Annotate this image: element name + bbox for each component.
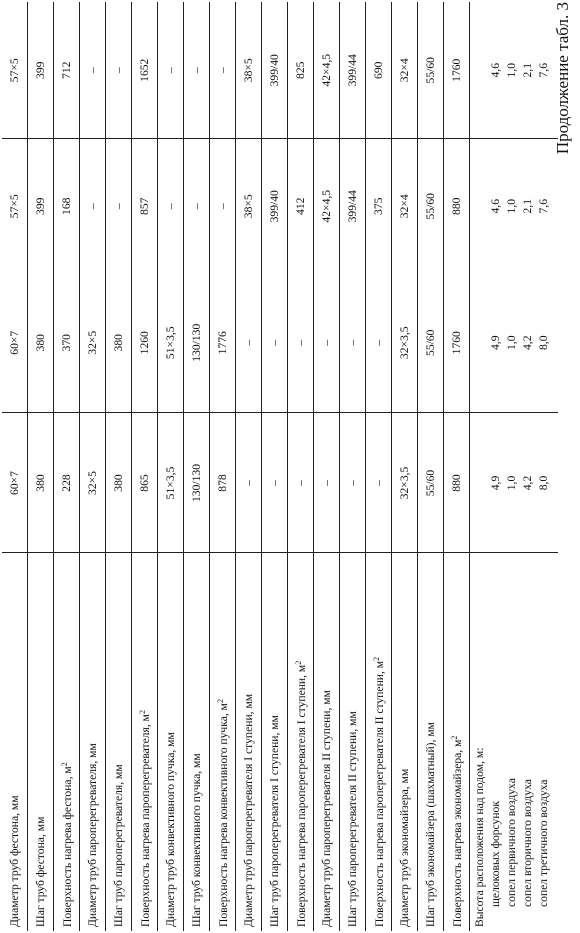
height-value: 4,9 [489, 335, 502, 350]
value-cell: 399/40 [262, 2, 288, 139]
table-row [340, 2, 366, 931]
spacer [472, 140, 488, 274]
spacer [472, 273, 488, 413]
height-values [470, 273, 559, 413]
table-row [262, 2, 288, 931]
table-row [236, 2, 262, 931]
row-label [80, 553, 106, 931]
spacer [472, 2, 488, 139]
value-cell: 32×5 [80, 413, 106, 553]
height-value: 7,6 [537, 199, 550, 214]
row-label [444, 553, 470, 931]
height-values [470, 413, 559, 553]
row-label-text: Шаг труб экономайзера (шахматный), мм [424, 722, 437, 927]
unit-superscript: 2 [59, 762, 69, 767]
row-label-text: Диаметр труб конвективного пучка, мм [164, 732, 177, 927]
value-cell: 399 [28, 139, 54, 273]
table-row [314, 2, 340, 931]
value-cell: 825 [288, 2, 314, 139]
value-cell: – [288, 413, 314, 553]
value-cell: – [314, 273, 340, 413]
row-label [262, 553, 288, 931]
value-cell: 712 [54, 2, 80, 139]
table-row [366, 2, 392, 931]
row-label-text: Диаметр труб экономайзера, мм [398, 768, 411, 927]
row-label-text: Поверхность нагрева конвективного пучка, м [216, 703, 230, 927]
value-cell: 375 [366, 139, 392, 273]
value-cell: 399/40 [262, 139, 288, 273]
value-cell: – [158, 139, 184, 273]
height-sublabel: сопел третичного воздуха [537, 779, 550, 907]
value-cell: 399/44 [340, 2, 366, 139]
value-cell: – [158, 2, 184, 139]
value-cell: 55/60 [418, 2, 444, 139]
row-label [392, 553, 418, 931]
table-row-height [470, 2, 559, 931]
table-row [444, 2, 470, 931]
value-cell: 32×4 [392, 2, 418, 139]
value-cell: 1260 [132, 273, 158, 413]
value-cell: – [106, 139, 132, 273]
value-cell: 1776 [210, 273, 236, 413]
value-cell: 32×4 [392, 139, 418, 273]
value-cell: – [366, 273, 392, 413]
row-label-text: Поверхность нагрева фестона, м [60, 766, 74, 927]
value-cell: 60×7 [2, 413, 28, 553]
value-cell: – [236, 413, 262, 553]
row-label-text: Поверхность нагрева пароперегревателя II ступени, м [372, 660, 386, 927]
value-cell: 32×3,5 [392, 273, 418, 413]
value-cell: 32×5 [80, 273, 106, 413]
value-cell: 880 [444, 139, 470, 273]
row-label-text: Шаг труб фестона, мм [34, 816, 47, 927]
data-table [2, 2, 558, 931]
row-label [288, 553, 314, 931]
value-cell: 880 [444, 413, 470, 553]
value-cell: 60×7 [2, 273, 28, 413]
value-cell: 38×5 [236, 2, 262, 139]
height-sublabel: сопел первичного воздуха [505, 778, 518, 907]
value-cell: – [262, 413, 288, 553]
value-cell: 399 [28, 2, 54, 139]
unit-superscript: 2 [371, 656, 381, 661]
height-value: 4,9 [489, 475, 502, 491]
value-cell: – [340, 273, 366, 413]
value-cell: 32×3,5 [392, 413, 418, 553]
value-cell: 878 [210, 413, 236, 553]
table-body [2, 2, 558, 931]
height-heading: Высота расположения над подом, м: [473, 747, 486, 927]
height-value: 1,0 [505, 475, 518, 491]
value-cell: 1760 [444, 2, 470, 139]
height-value: 1,0 [505, 63, 518, 78]
value-cell: – [366, 413, 392, 553]
row-label [28, 553, 54, 931]
value-cell: – [184, 139, 210, 273]
value-cell: – [262, 273, 288, 413]
value-cell: – [210, 2, 236, 139]
value-cell: 55/60 [418, 413, 444, 553]
height-value: 4,6 [489, 199, 502, 214]
height-value: 1,0 [505, 335, 518, 350]
value-cell: 380 [106, 413, 132, 553]
row-label [132, 553, 158, 931]
value-cell: – [314, 413, 340, 553]
value-cell: 57×5 [8, 194, 21, 219]
row-label [54, 553, 80, 931]
row-label-text: Шаг труб пароперегревателя, мм [112, 764, 125, 927]
value-cell: – [340, 413, 366, 553]
row-label-text: Шаг труб пароперегревателя II ступени, мм [346, 711, 359, 927]
value-cell: 412 [288, 139, 314, 273]
row-label [106, 553, 132, 931]
height-value: 4,6 [489, 63, 502, 78]
value-cell: 55/60 [418, 273, 444, 413]
value-cell: 57×5 [2, 2, 28, 139]
height-value: 2,1 [521, 199, 534, 214]
value-cell: 370 [54, 273, 80, 413]
row-label-text: Диаметр труб пароперегревателя II ступени, мм [320, 690, 333, 927]
table-row [184, 2, 210, 931]
value-cell: – [288, 273, 314, 413]
table-title: Продолжение табл. 3 [553, 2, 572, 155]
value-cell: – [236, 273, 262, 413]
table-row [80, 2, 106, 931]
row-label [340, 553, 366, 931]
value-cell: 857 [132, 139, 158, 273]
value-cell: 42×4,5 [314, 139, 340, 273]
height-value: 8,0 [537, 335, 550, 350]
row-label-text: Диаметр труб пароперегревателя, мм [86, 743, 99, 927]
table-row [106, 2, 132, 931]
value-cell: 865 [132, 413, 158, 553]
table-row [2, 2, 28, 931]
table-row [28, 2, 54, 931]
table-row [158, 2, 184, 931]
unit-superscript: 2 [293, 660, 303, 665]
value-cell: 130/130 [184, 413, 210, 553]
row-label-text: Поверхность нагрева пароперегревателя I ступени, м [294, 664, 308, 927]
value-cell: – [80, 139, 106, 273]
height-values [470, 2, 559, 139]
value-cell: 690 [366, 2, 392, 139]
table-row [418, 2, 444, 931]
table-row [288, 2, 314, 931]
value-cell: 55/60 [418, 139, 444, 273]
row-label [236, 553, 262, 931]
height-values [470, 139, 559, 273]
row-label [210, 553, 236, 931]
height-value: 4,2 [521, 475, 534, 491]
spacer [472, 414, 488, 553]
value-cell: 168 [54, 139, 80, 273]
table-row [132, 2, 158, 931]
unit-superscript: 2 [449, 735, 459, 740]
row-label [158, 553, 184, 931]
value-cell: 1652 [132, 2, 158, 139]
value-cell: 228 [54, 413, 80, 553]
table-row [54, 2, 80, 931]
row-label [184, 553, 210, 931]
row-label-text: Диаметр труб пароперегревателя I ступени, мм [242, 693, 255, 927]
row-label-text: Поверхность нагрева пароперегревателя, м [138, 714, 152, 927]
row-label [366, 553, 392, 931]
value-cell: 1760 [444, 273, 470, 413]
height-label [470, 553, 559, 931]
value-cell: 42×4,5 [314, 2, 340, 139]
row-label-text: Поверхность нагрева экономайзера, м [450, 739, 464, 927]
value-cell: 380 [106, 273, 132, 413]
height-value: 1,0 [505, 199, 518, 214]
value-cell: 38×5 [236, 139, 262, 273]
row-label [314, 553, 340, 931]
height-value: 4,2 [521, 335, 534, 350]
value-cell: – [184, 2, 210, 139]
height-value: 2,1 [521, 63, 534, 78]
height-sublabel: щелоковых форсунок [489, 801, 502, 907]
value-cell: – [106, 2, 132, 139]
table-row [392, 2, 418, 931]
value-cell: – [210, 139, 236, 273]
row-label [418, 553, 444, 931]
row-label-text: Шаг труб пароперегревателя I ступени, мм [268, 715, 281, 927]
row-label-text: Шаг труб конвективного пучка, мм [190, 753, 203, 927]
height-value: 7,6 [537, 63, 550, 78]
height-sublabel: сопел вторичного воздуха [521, 779, 534, 907]
value-cell: 51×3,5 [158, 273, 184, 413]
value-cell: 380 [28, 273, 54, 413]
value-cell: 380 [28, 413, 54, 553]
row-label-text: Диаметр труб фестона, мм [8, 795, 21, 927]
unit-superscript: 2 [215, 699, 225, 704]
table-row [210, 2, 236, 931]
value-cell: – [80, 2, 106, 139]
row-label [2, 553, 28, 931]
unit-superscript: 2 [137, 710, 147, 715]
value-cell: 130/130 [184, 273, 210, 413]
value-cell: 51×3,5 [158, 413, 184, 553]
value-cell: 399/44 [340, 139, 366, 273]
height-value: 8,0 [537, 475, 550, 491]
